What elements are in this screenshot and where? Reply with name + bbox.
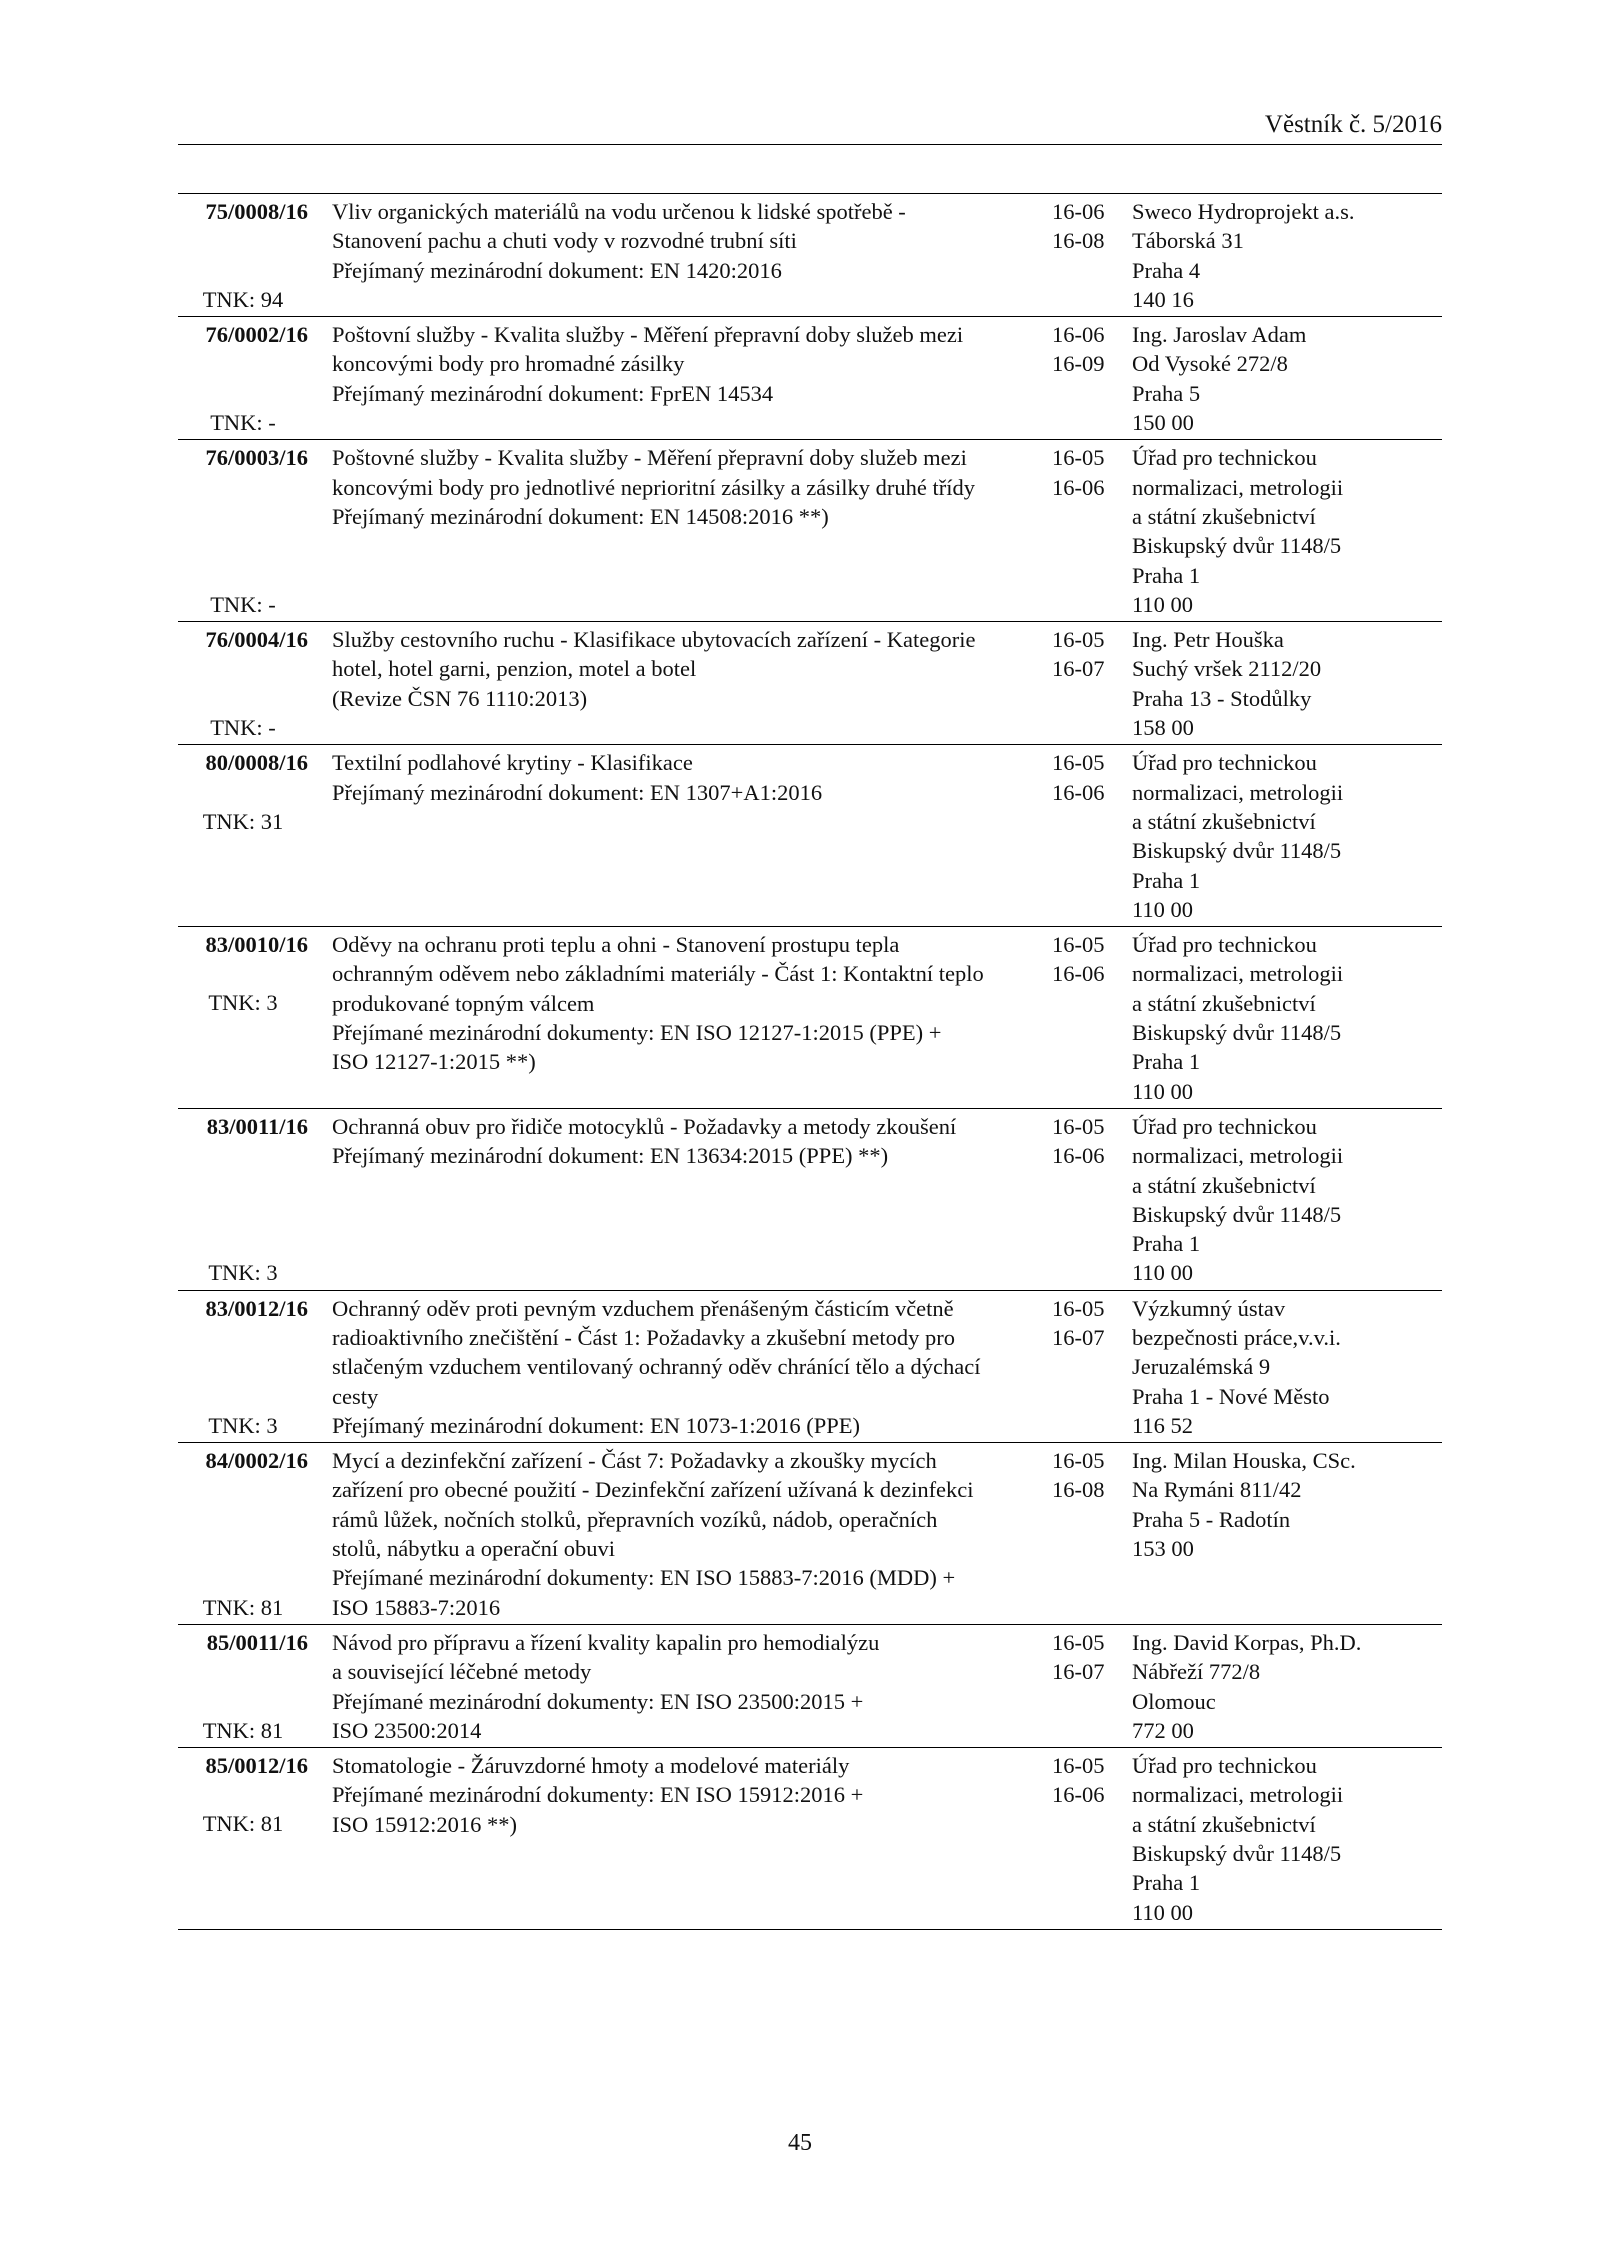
address-line: Biskupský dvůr 1148/5 bbox=[1132, 1020, 1342, 1046]
address-cell bbox=[1132, 1446, 1442, 1622]
description-line: Přejímané mezinárodní dokumenty: EN ISO 12127-1:2015 (PPE) + bbox=[332, 1020, 942, 1046]
standard-number: 76/0004/16 bbox=[205, 627, 308, 653]
address-line: Jeruzalémská 9 bbox=[1132, 1354, 1271, 1380]
description-cell bbox=[332, 1628, 1052, 1745]
standard-number: 84/0002/16 bbox=[205, 1448, 308, 1474]
address-line: 116 52 bbox=[1132, 1412, 1194, 1438]
table-row bbox=[178, 1625, 1442, 1748]
description-line: Přejímaný mezinárodní dokument: EN 13634:2015 (PPE) **) bbox=[332, 1143, 889, 1169]
tnk-label: TNK: 3 bbox=[208, 1260, 278, 1286]
address-line: Biskupský dvůr 1148/5 bbox=[1132, 1841, 1342, 1867]
table-row bbox=[178, 194, 1442, 317]
standard-number: 85/0011/16 bbox=[206, 1629, 308, 1655]
description-cell bbox=[332, 320, 1052, 437]
address-line: Praha 5 - Radotín bbox=[1132, 1506, 1291, 1532]
description-line: ISO 15912:2016 **) bbox=[332, 1811, 517, 1837]
address-cell bbox=[1132, 197, 1442, 314]
column-gap bbox=[308, 1628, 332, 1745]
description-line: a související léčebné metody bbox=[332, 1659, 592, 1685]
address-line: Praha 1 bbox=[1132, 1870, 1201, 1896]
date-line: 16-05 bbox=[1052, 1113, 1105, 1139]
description-line: Přejímaný mezinárodní dokument: EN 1307+A1:2016 bbox=[332, 779, 823, 805]
dates-cell bbox=[1052, 1628, 1132, 1745]
date-line: 16-06 bbox=[1052, 474, 1105, 500]
address-line: 158 00 bbox=[1132, 715, 1194, 741]
description-line: Přejímaný mezinárodní dokument: EN 14508:2016 **) bbox=[332, 503, 829, 529]
column-gap bbox=[308, 443, 332, 619]
description-line: stolů, nábytku a operační obuvi bbox=[332, 1536, 616, 1562]
standard-number: 83/0011/16 bbox=[206, 1113, 308, 1139]
table-row bbox=[178, 440, 1442, 622]
address-line: Ing. Milan Houska, CSc. bbox=[1132, 1448, 1356, 1474]
page-number: 45 bbox=[788, 2130, 812, 2156]
tnk-label: TNK: 94 bbox=[202, 286, 284, 312]
column-gap bbox=[308, 1446, 332, 1622]
description-cell bbox=[332, 748, 1052, 924]
address-cell bbox=[1132, 1628, 1442, 1745]
id-column bbox=[178, 1112, 308, 1288]
address-line: Úřad pro technickou bbox=[1132, 1753, 1317, 1779]
address-line: Biskupský dvůr 1148/5 bbox=[1132, 838, 1342, 864]
description-line: Ochranná obuv pro řidiče motocyklů - Požadavky a metody zkoušení bbox=[332, 1113, 957, 1139]
date-line: 16-09 bbox=[1052, 351, 1105, 377]
id-column bbox=[178, 930, 308, 1106]
page-header bbox=[178, 110, 1442, 145]
address-cell bbox=[1132, 625, 1442, 742]
column-gap bbox=[308, 1294, 332, 1440]
description-line: radioaktivního znečištění - Část 1: Požadavky a zkušební metody pro bbox=[332, 1324, 955, 1350]
address-line: Od Vysoké 272/8 bbox=[1132, 351, 1288, 377]
dates-cell bbox=[1052, 320, 1132, 437]
description-line: Návod pro přípravu a řízení kvality kapalin pro hemodialýzu bbox=[332, 1629, 880, 1655]
tnk-label: TNK: - bbox=[210, 591, 276, 617]
description-line: Poštovní služby - Kvalita služby - Měření přepravní doby služeb mezi bbox=[332, 322, 964, 348]
date-line: 16-07 bbox=[1052, 1324, 1105, 1350]
address-line: bezpečnosti práce,v.v.i. bbox=[1132, 1324, 1341, 1350]
description-line: produkované topným válcem bbox=[332, 990, 595, 1016]
address-line: Na Rymáni 811/42 bbox=[1132, 1477, 1302, 1503]
description-line: Vliv organických materiálů na vodu určenou k lidské spotřebě - bbox=[332, 199, 906, 224]
address-line: normalizaci, metrologii bbox=[1132, 474, 1344, 500]
address-line: Praha 4 bbox=[1132, 257, 1201, 283]
tnk-label: TNK: 81 bbox=[202, 1594, 284, 1620]
id-column bbox=[178, 748, 308, 924]
description-line: Oděvy na ochranu proti teplu a ohni - Stanovení prostupu tepla bbox=[332, 932, 900, 958]
address-line: Výzkumný ústav bbox=[1132, 1295, 1286, 1321]
description-line: ISO 15883-7:2016 bbox=[332, 1594, 501, 1620]
address-line: Praha 5 bbox=[1132, 380, 1201, 406]
table-row bbox=[178, 317, 1442, 440]
address-line: Ing. Petr Houška bbox=[1132, 627, 1284, 653]
address-line: normalizaci, metrologii bbox=[1132, 1143, 1344, 1169]
address-line: Praha 1 bbox=[1132, 1231, 1201, 1257]
address-line: Suchý vršek 2112/20 bbox=[1132, 656, 1322, 682]
standard-number: 85/0012/16 bbox=[205, 1753, 308, 1779]
address-line: a státní zkušebnictví bbox=[1132, 503, 1316, 529]
address-line: Úřad pro technickou bbox=[1132, 1113, 1317, 1139]
tnk-label: TNK: - bbox=[210, 410, 276, 436]
description-line: stlačeným vzduchem ventilovaný ochranný oděv chránící tělo a dýchací bbox=[332, 1354, 981, 1380]
id-column bbox=[178, 1628, 308, 1745]
address-line: 140 16 bbox=[1132, 286, 1194, 312]
id-column bbox=[178, 625, 308, 742]
address-line: Ing. Jaroslav Adam bbox=[1132, 322, 1307, 348]
tnk-label: TNK: - bbox=[210, 715, 276, 741]
address-line: 110 00 bbox=[1132, 1899, 1194, 1925]
address-cell bbox=[1132, 748, 1442, 924]
description-cell bbox=[332, 1294, 1052, 1440]
address-line: Praha 1 - Nové Město bbox=[1132, 1383, 1330, 1409]
date-line: 16-06 bbox=[1052, 1782, 1105, 1808]
address-line: Táborská 31 bbox=[1132, 228, 1244, 254]
address-line: 772 00 bbox=[1132, 1717, 1194, 1743]
address-cell bbox=[1132, 1112, 1442, 1288]
table-row bbox=[178, 1748, 1442, 1930]
date-line: 16-06 bbox=[1052, 961, 1105, 987]
address-line: Olomouc bbox=[1132, 1688, 1216, 1714]
column-gap bbox=[308, 748, 332, 924]
description-line: Služby cestovního ruchu - Klasifikace ubytovacích zařízení - Kategorie bbox=[332, 627, 976, 653]
description-cell bbox=[332, 443, 1052, 619]
dates-cell bbox=[1052, 625, 1132, 742]
address-line: Úřad pro technickou bbox=[1132, 445, 1317, 471]
date-line: 16-05 bbox=[1052, 1629, 1105, 1655]
description-line: rámů lůžek, nočních stolků, přepravních vozíků, nádob, operačních bbox=[332, 1506, 938, 1532]
id-column bbox=[178, 1294, 308, 1440]
description-line: cesty bbox=[332, 1383, 379, 1409]
address-cell bbox=[1132, 1294, 1442, 1440]
description-line: ochranným oděvem nebo základními materiály - Část 1: Kontaktní teplo bbox=[332, 961, 984, 987]
dates-cell bbox=[1052, 1294, 1132, 1440]
standards-table bbox=[178, 193, 1442, 1930]
column-gap bbox=[308, 320, 332, 437]
address-cell bbox=[1132, 930, 1442, 1106]
date-line: 16-05 bbox=[1052, 445, 1105, 471]
address-line: a státní zkušebnictví bbox=[1132, 1811, 1316, 1837]
description-cell bbox=[332, 1112, 1052, 1288]
description-line: Stanovení pachu a chuti vody v rozvodné trubní síti bbox=[332, 228, 797, 254]
date-line: 16-05 bbox=[1052, 1295, 1105, 1321]
id-column bbox=[178, 197, 308, 314]
standard-number: 76/0003/16 bbox=[205, 445, 308, 471]
date-line: 16-07 bbox=[1052, 1659, 1105, 1685]
address-line: Praha 1 bbox=[1132, 1049, 1201, 1075]
description-line: koncovými body pro jednotlivé neprioritní zásilky a zásilky druhé třídy bbox=[332, 474, 975, 500]
address-line: Úřad pro technickou bbox=[1132, 750, 1317, 776]
table-row bbox=[178, 1443, 1442, 1625]
table-row bbox=[178, 1291, 1442, 1443]
address-line: a státní zkušebnictví bbox=[1132, 1172, 1316, 1198]
description-line: Textilní podlahové krytiny - Klasifikace bbox=[332, 750, 693, 776]
description-line: (Revize ČSN 76 1110:2013) bbox=[332, 685, 588, 711]
dates-cell bbox=[1052, 1446, 1132, 1622]
dates-cell bbox=[1052, 748, 1132, 924]
address-cell bbox=[1132, 1751, 1442, 1927]
column-gap bbox=[308, 1751, 332, 1927]
column-gap bbox=[308, 625, 332, 742]
dates-cell bbox=[1052, 1112, 1132, 1288]
table-row bbox=[178, 1109, 1442, 1291]
description-line: Přejímaný mezinárodní dokument: FprEN 14534 bbox=[332, 380, 774, 406]
address-line: 110 00 bbox=[1132, 591, 1194, 617]
date-line: 16-06 bbox=[1052, 779, 1105, 805]
description-line: Přejímaný mezinárodní dokument: EN 1073-1:2016 (PPE) bbox=[332, 1412, 861, 1438]
dates-cell bbox=[1052, 197, 1132, 314]
description-line: ISO 12127-1:2015 **) bbox=[332, 1049, 536, 1075]
date-line: 16-07 bbox=[1052, 656, 1105, 682]
description-line: Poštovné služby - Kvalita služby - Měření přepravní doby služeb mezi bbox=[332, 445, 967, 471]
standard-number: 80/0008/16 bbox=[205, 750, 308, 776]
address-line: normalizaci, metrologii bbox=[1132, 779, 1344, 805]
address-line: a státní zkušebnictví bbox=[1132, 808, 1316, 834]
date-line: 16-05 bbox=[1052, 627, 1105, 653]
column-gap bbox=[308, 197, 332, 314]
address-cell bbox=[1132, 443, 1442, 619]
column-gap bbox=[308, 1112, 332, 1288]
description-line: ISO 23500:2014 bbox=[332, 1717, 482, 1743]
address-cell bbox=[1132, 320, 1442, 437]
bulletin-title: Věstník č. 5/2016 bbox=[1264, 111, 1442, 138]
description-line: zařízení pro obecné použití - Dezinfekční zařízení užívaná k dezinfekci bbox=[332, 1477, 974, 1503]
standard-number: 75/0008/16 bbox=[205, 199, 308, 224]
description-line: Přejímané mezinárodní dokumenty: EN ISO 15883-7:2016 (MDD) + bbox=[332, 1565, 956, 1591]
address-line: 110 00 bbox=[1132, 1078, 1194, 1104]
address-line: 150 00 bbox=[1132, 410, 1194, 436]
address-line: Úřad pro technickou bbox=[1132, 932, 1317, 958]
description-line: Přejímané mezinárodní dokumenty: EN ISO 15912:2016 + bbox=[332, 1782, 864, 1808]
address-line: normalizaci, metrologii bbox=[1132, 1782, 1344, 1808]
standard-number: 76/0002/16 bbox=[205, 322, 308, 348]
description-line: Ochranný oděv proti pevným vzduchem přenášeným částicím včetně bbox=[332, 1295, 954, 1321]
tnk-label: TNK: 3 bbox=[208, 1412, 278, 1438]
id-column bbox=[178, 1751, 308, 1927]
address-line: normalizaci, metrologii bbox=[1132, 961, 1344, 987]
dates-cell bbox=[1052, 443, 1132, 619]
tnk-label: TNK: 3 bbox=[208, 990, 278, 1016]
description-line: Přejímané mezinárodní dokumenty: EN ISO 23500:2015 + bbox=[332, 1688, 864, 1714]
tnk-label: TNK: 81 bbox=[202, 1811, 284, 1837]
address-line: Biskupský dvůr 1148/5 bbox=[1132, 1201, 1342, 1227]
date-line: 16-05 bbox=[1052, 1753, 1105, 1779]
date-line: 16-08 bbox=[1052, 1477, 1105, 1503]
address-line: Nábřeží 772/8 bbox=[1132, 1659, 1261, 1685]
id-column bbox=[178, 320, 308, 437]
address-line: Praha 1 bbox=[1132, 562, 1201, 588]
address-line: a státní zkušebnictví bbox=[1132, 990, 1316, 1016]
standard-number: 83/0010/16 bbox=[205, 932, 308, 958]
address-line: Biskupský dvůr 1148/5 bbox=[1132, 533, 1342, 559]
date-line: 16-06 bbox=[1052, 199, 1105, 224]
column-gap bbox=[308, 930, 332, 1106]
date-line: 16-05 bbox=[1052, 750, 1105, 776]
date-line: 16-08 bbox=[1052, 228, 1105, 254]
table-row bbox=[178, 745, 1442, 927]
description-line: Přejímaný mezinárodní dokument: EN 1420:2016 bbox=[332, 257, 782, 283]
tnk-label: TNK: 31 bbox=[202, 808, 284, 834]
description-cell bbox=[332, 1446, 1052, 1622]
description-line: koncovými body pro hromadné zásilky bbox=[332, 351, 685, 377]
table-row bbox=[178, 622, 1442, 745]
address-line: Ing. David Korpas, Ph.D. bbox=[1132, 1629, 1362, 1655]
description-cell bbox=[332, 930, 1052, 1106]
dates-cell bbox=[1052, 930, 1132, 1106]
id-column bbox=[178, 443, 308, 619]
date-line: 16-06 bbox=[1052, 1143, 1105, 1169]
standard-number: 83/0012/16 bbox=[205, 1295, 308, 1321]
date-line: 16-05 bbox=[1052, 932, 1105, 958]
address-line: Praha 1 bbox=[1132, 867, 1201, 893]
description-line: Mycí a dezinfekční zařízení - Část 7: Požadavky a zkoušky mycích bbox=[332, 1448, 937, 1474]
description-line: Stomatologie - Žáruvzdorné hmoty a modelové materiály bbox=[332, 1753, 850, 1779]
id-column bbox=[178, 1446, 308, 1622]
address-line: 110 00 bbox=[1132, 896, 1194, 922]
tnk-label: TNK: 81 bbox=[202, 1717, 284, 1743]
description-cell bbox=[332, 625, 1052, 742]
date-line: 16-06 bbox=[1052, 322, 1105, 348]
address-line: 153 00 bbox=[1132, 1536, 1194, 1562]
table-row bbox=[178, 927, 1442, 1109]
address-line: Sweco Hydroprojekt a.s. bbox=[1132, 199, 1355, 224]
dates-cell bbox=[1052, 1751, 1132, 1927]
description-cell bbox=[332, 1751, 1052, 1927]
description-cell bbox=[332, 197, 1052, 314]
description-line: hotel, hotel garni, penzion, motel a botel bbox=[332, 656, 697, 682]
address-line: 110 00 bbox=[1132, 1260, 1194, 1286]
date-line: 16-05 bbox=[1052, 1448, 1105, 1474]
address-line: Praha 13 - Stodůlky bbox=[1132, 685, 1312, 711]
